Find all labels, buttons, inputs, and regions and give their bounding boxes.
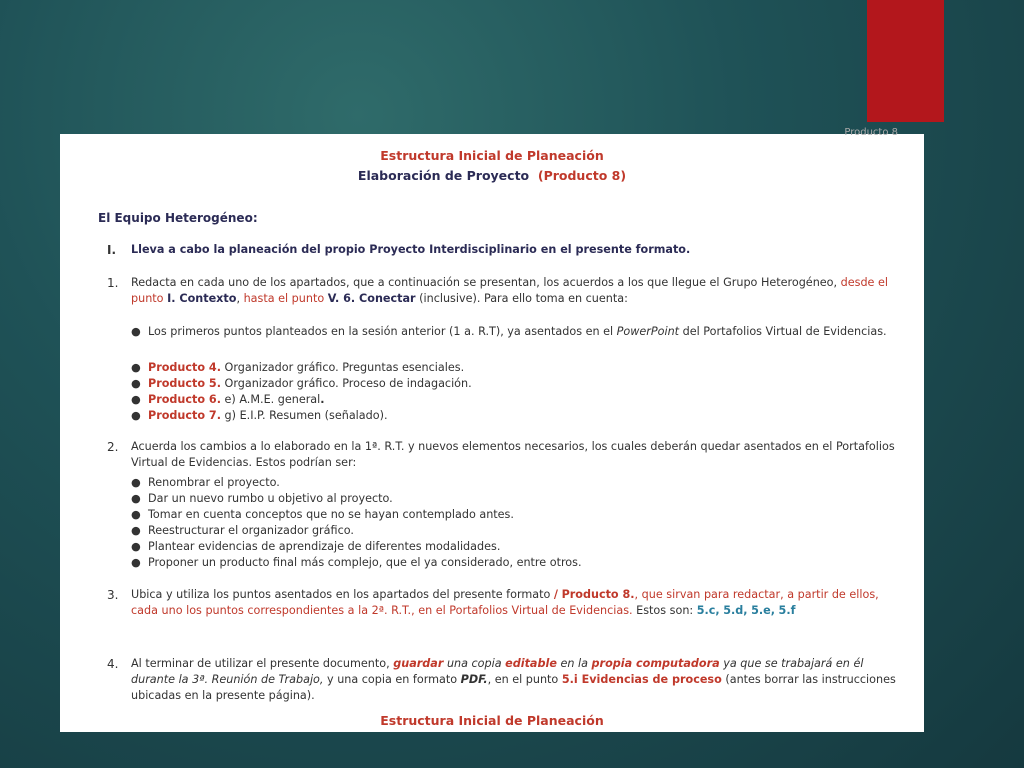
list-item — [131, 507, 901, 523]
corner-label: Producto 8 — [844, 127, 898, 138]
bullet-icon: ● — [131, 393, 141, 406]
product-label: Producto 4. — [148, 361, 221, 374]
text-segment-bold: I. Contexto — [167, 292, 237, 305]
text-segment-emphasis: propia computadora — [591, 657, 720, 670]
text-segment-italic: en la — [560, 657, 588, 670]
item-number: 1. — [107, 276, 119, 290]
bullet-icon: ● — [131, 377, 141, 390]
text-segment-emphasis: editable — [505, 657, 557, 670]
bullet-icon: ● — [131, 492, 141, 505]
item-number: 2. — [107, 440, 119, 454]
section-ref: 5.d, — [723, 604, 748, 617]
item-roman-one — [107, 242, 900, 258]
item-text: Redacta en cada uno de los apartados, que a continuación se presentan, los acuerdos a los que llegue el Grupo Heterogéneo, desde el punto I. Contexto, hasta el punto V. 6. Conectar (inclusive). Para ello toma en cuenta: — [131, 276, 888, 305]
product-label: Producto 6. — [148, 393, 221, 406]
footer-title: Estructura Inicial de Planeación — [380, 713, 604, 728]
text-segment: del Portafolios Virtual de Evidencias. — [682, 325, 887, 338]
team-heading: El Equipo Heterogéneo: — [98, 211, 258, 225]
text-segment: Organizador gráfico. Preguntas esenciales. — [224, 361, 465, 374]
list-item — [131, 376, 901, 392]
list-item: ● Producto 6. e) A.M.E. general. — [131, 393, 325, 406]
bullet-icon: ● — [131, 361, 141, 374]
red-accent-tab — [867, 0, 944, 122]
text-segment: g) E.I.P. Resumen (señalado). — [224, 409, 388, 422]
document-subtitle — [60, 168, 924, 184]
text-segment: Estos son: — [636, 604, 694, 617]
item-number: I. — [107, 243, 117, 257]
text-segment-bold: V. 6. Conectar — [327, 292, 416, 305]
text-segment-red: / — [553, 588, 558, 601]
text-segment: Proponer un producto final más complejo, que el ya considerado, entre otros. — [148, 556, 582, 569]
item-text — [131, 587, 900, 619]
bullet-icon: ● — [131, 325, 141, 338]
item-text: Lleva a cabo la planeación del propio Proyecto Interdisciplinario en el presente formato. — [131, 243, 691, 256]
text-segment: (inclusive). Para ello toma en cuenta: — [419, 292, 628, 305]
text-segment: Ubica y utiliza los puntos asentados en los apartados del presente formato — [131, 588, 551, 601]
text-segment-red: 5.i Evidencias de proceso — [561, 673, 722, 686]
text-segment-red: hasta el punto — [243, 292, 325, 305]
item-text: Acuerda los cambios a lo elaborado en la 1ª. R.T. y nuevos elementos necesarios, los cuales deberán quedar asentados en el Portafolios Virtual de Evidencias. Estos podrían ser: — [131, 440, 895, 469]
text-segment: Reestructurar el organizador gráfico. — [148, 524, 354, 537]
text-segment-emphasis: guardar — [393, 657, 444, 670]
bullet-icon: ● — [131, 556, 141, 569]
subtitle-product: (Producto 8) — [537, 168, 627, 183]
text-segment: Plantear evidencias de aprendizaje de diferentes modalidades. — [148, 540, 501, 553]
item-three — [107, 587, 900, 619]
text-segment: Los primeros puntos planteados en la sesión anterior (1 a. R.T), ya asentados en el — [148, 325, 614, 338]
list-item — [131, 555, 901, 571]
list-item — [131, 324, 901, 340]
text-segment-red: desde el punto — [131, 276, 888, 305]
text-segment-italic: una copia — [446, 657, 502, 670]
text-segment: e) A.M.E. general — [224, 393, 321, 406]
item-text — [131, 656, 900, 704]
item-two — [107, 439, 900, 471]
product-label: Producto 7. — [148, 409, 221, 422]
item-one — [107, 275, 900, 307]
text-segment-italic: ya que se trabajará en él durante la 3ª. Reunión de Trabajo, — [131, 657, 864, 686]
bullet-icon: ● — [131, 476, 141, 489]
section-ref: 5.e, — [751, 604, 775, 617]
text-segment: Renombrar el proyecto. — [148, 476, 280, 489]
bullet-icon: ● — [131, 409, 141, 422]
product-label: Producto 5. — [148, 377, 221, 390]
bullet-icon: ● — [131, 524, 141, 537]
text-segment: Dar un nuevo rumbo u objetivo al proyecto. — [148, 492, 393, 505]
section-ref: 5.f — [778, 604, 796, 617]
text-segment: y una copia en formato — [327, 673, 458, 686]
item-four — [107, 656, 900, 704]
text-segment: , en el punto — [487, 673, 559, 686]
item-number: 3. — [107, 588, 119, 602]
text-segment-red: , que sirvan para redactar, a partir de ellos, cada uno los puntos correspondientes a la 2ª. R.T., en el Portafolios Virtual de Evidencias. — [131, 588, 879, 617]
list-item — [131, 523, 901, 539]
document-title: Estructura Inicial de Planeación — [380, 148, 604, 163]
list-item — [131, 475, 901, 491]
subtitle-main: Elaboración de Proyecto — [357, 168, 530, 183]
list-item — [131, 408, 901, 424]
list-item — [131, 539, 901, 555]
text-segment: Organizador gráfico. Proceso de indagación. — [224, 377, 472, 390]
text-segment-bold: PDF. — [460, 673, 488, 686]
item-number: 4. — [107, 657, 119, 671]
text-segment-italic: PowerPoint — [616, 325, 680, 338]
product-label: Producto 8. — [561, 588, 635, 601]
text-segment: Al terminar de utilizar el presente documento, — [131, 657, 390, 670]
document-image — [60, 127, 924, 732]
section-ref: 5.c, — [696, 604, 720, 617]
text-segment: Redacta en cada uno de los apartados, que a continuación se presentan, los acuerdos a los que llegue el Grupo Heterogéneo, — [131, 276, 838, 289]
bullet-icon: ● — [131, 540, 141, 553]
text-segment: Tomar en cuenta conceptos que no se hayan contemplado antes. — [148, 508, 514, 521]
text-segment: (antes borrar las instrucciones ubicadas en la presente página). — [131, 673, 896, 702]
list-item — [131, 491, 901, 507]
bullet-icon: ● — [131, 508, 141, 521]
list-item — [131, 360, 901, 376]
